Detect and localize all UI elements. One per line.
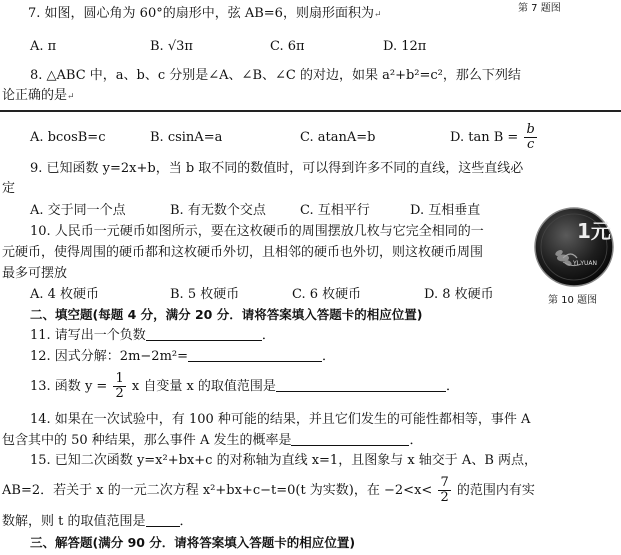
q9-option-d: D. 互相垂直 [410,203,481,218]
q8-option-b: B. csinA=a [150,130,223,145]
q10-figure-caption: 第 10 题图 [548,295,598,306]
coin-figure [533,206,615,288]
coin-pinyin: YI YUAN [573,260,597,267]
q10-line2: 元硬币，使得周围的硬币都和这枚硬币外切，且相邻的硬币也外切，则这枚硬币周围 [2,245,484,260]
q9-option-b: B. 有无数个交点 [170,203,266,218]
q11-answer-blank [146,328,262,341]
section2-title: 二、填空题(每题 4 分，满分 20 分．请将答案填入答题卡的相应位置) [30,307,423,322]
return-mark-icon: ↵ [67,92,75,102]
q9-line1: 9. 已知函数 y=2x+b，当 b 取不同的数值时，可以得到许多不同的直线，这些直线必 [30,161,524,176]
q7-option-c: C. 6π [270,39,305,54]
q8-option-d: D. tan B = $\frac{b}{c}$ [450,122,535,152]
q10-option-b: B. 5 枚硬币 [170,287,240,302]
q8-option-a: A. bcosB=c [30,130,106,145]
q15-line3: 数解，则 t 的取值范围是 ． [2,514,193,529]
return-mark-icon: ↵ [373,10,382,20]
q10-option-d: D. 8 枚硬币 [424,287,494,302]
q7-text: 7. 如图，圆心角为 60°的扇形中，弦 AB=6，则扇形面积为↵ [28,6,382,21]
q9-option-c: C. 互相平行 [300,203,370,218]
q11: 11. 请写出一个负数 ． [30,328,275,343]
q15-answer-blank [146,514,180,527]
q14-answer-blank [291,433,409,446]
q10-option-c: C. 6 枚硬币 [292,287,362,302]
q8-line2: 论正确的是↵ [2,88,75,103]
q13-answer-blank [276,379,446,392]
page-divider [0,110,621,112]
q8-line1: 8. △ABC 中，a、b、c 分别是∠A、∠B、∠C 的对边，如果 a²+b²=c²，那么下列结 [30,68,521,83]
q9-option-a: A. 交于同一个点 [30,203,126,218]
q8-option-c: C. atanA=b [300,130,376,145]
q10-line1: 10. 人民币一元硬币如图所示，要在这枚硬币的周围摆放几枚与它完全相同的一 [30,224,484,239]
q8-option-d-fraction: $\frac{b}{c}$ [526,122,535,152]
q7-option-a: A. π [30,39,57,54]
q14-line2: 包含其中的 50 种结果，那么事件 A 发生的概率是 ． [2,433,423,448]
q7-option-b: B. √3π [150,39,193,54]
q12-answer-blank [188,349,322,362]
q9-line2: 定 [2,181,16,196]
q15-fraction: $\frac{7}{2}$ [440,475,449,505]
q7-figure-caption: 第 7 题图 [518,3,561,14]
q15-line1: 15. 已知二次函数 y=x²+bx+c 的对称轴为直线 x=1，且图象与 x 轴交于 A、B 两点， [30,453,538,468]
q13: 13. 函数 y = $\frac{1}{2}$ x 自变量 x 的取值范围是 ． [30,371,459,401]
q10-line3: 最多可摆放 [2,266,68,281]
q10-option-a: A. 4 枚硬币 [30,287,100,302]
q15-line2: AB=2．若关于 x 的一元二次方程 x²+bx+c−t=0(t 为实数)，在 −2<x< $\frac{7}{2}$ 的范围内有实 [2,475,535,505]
q14-line1: 14. 如果在一次试验中，有 100 种可能的结果，并且它们发生的可能性都相等，事件 A [30,412,531,427]
coin-denomination: 1元 [577,219,611,243]
q7-option-d: D. 12π [383,39,427,54]
q12: 12. 因式分解：2m−2m²= ． [30,349,336,364]
section3-title: 三、解答题(满分 90 分．请将答案填入答题卡的相应位置) [30,535,356,550]
q13-fraction: $\frac{1}{2}$ [115,371,124,401]
